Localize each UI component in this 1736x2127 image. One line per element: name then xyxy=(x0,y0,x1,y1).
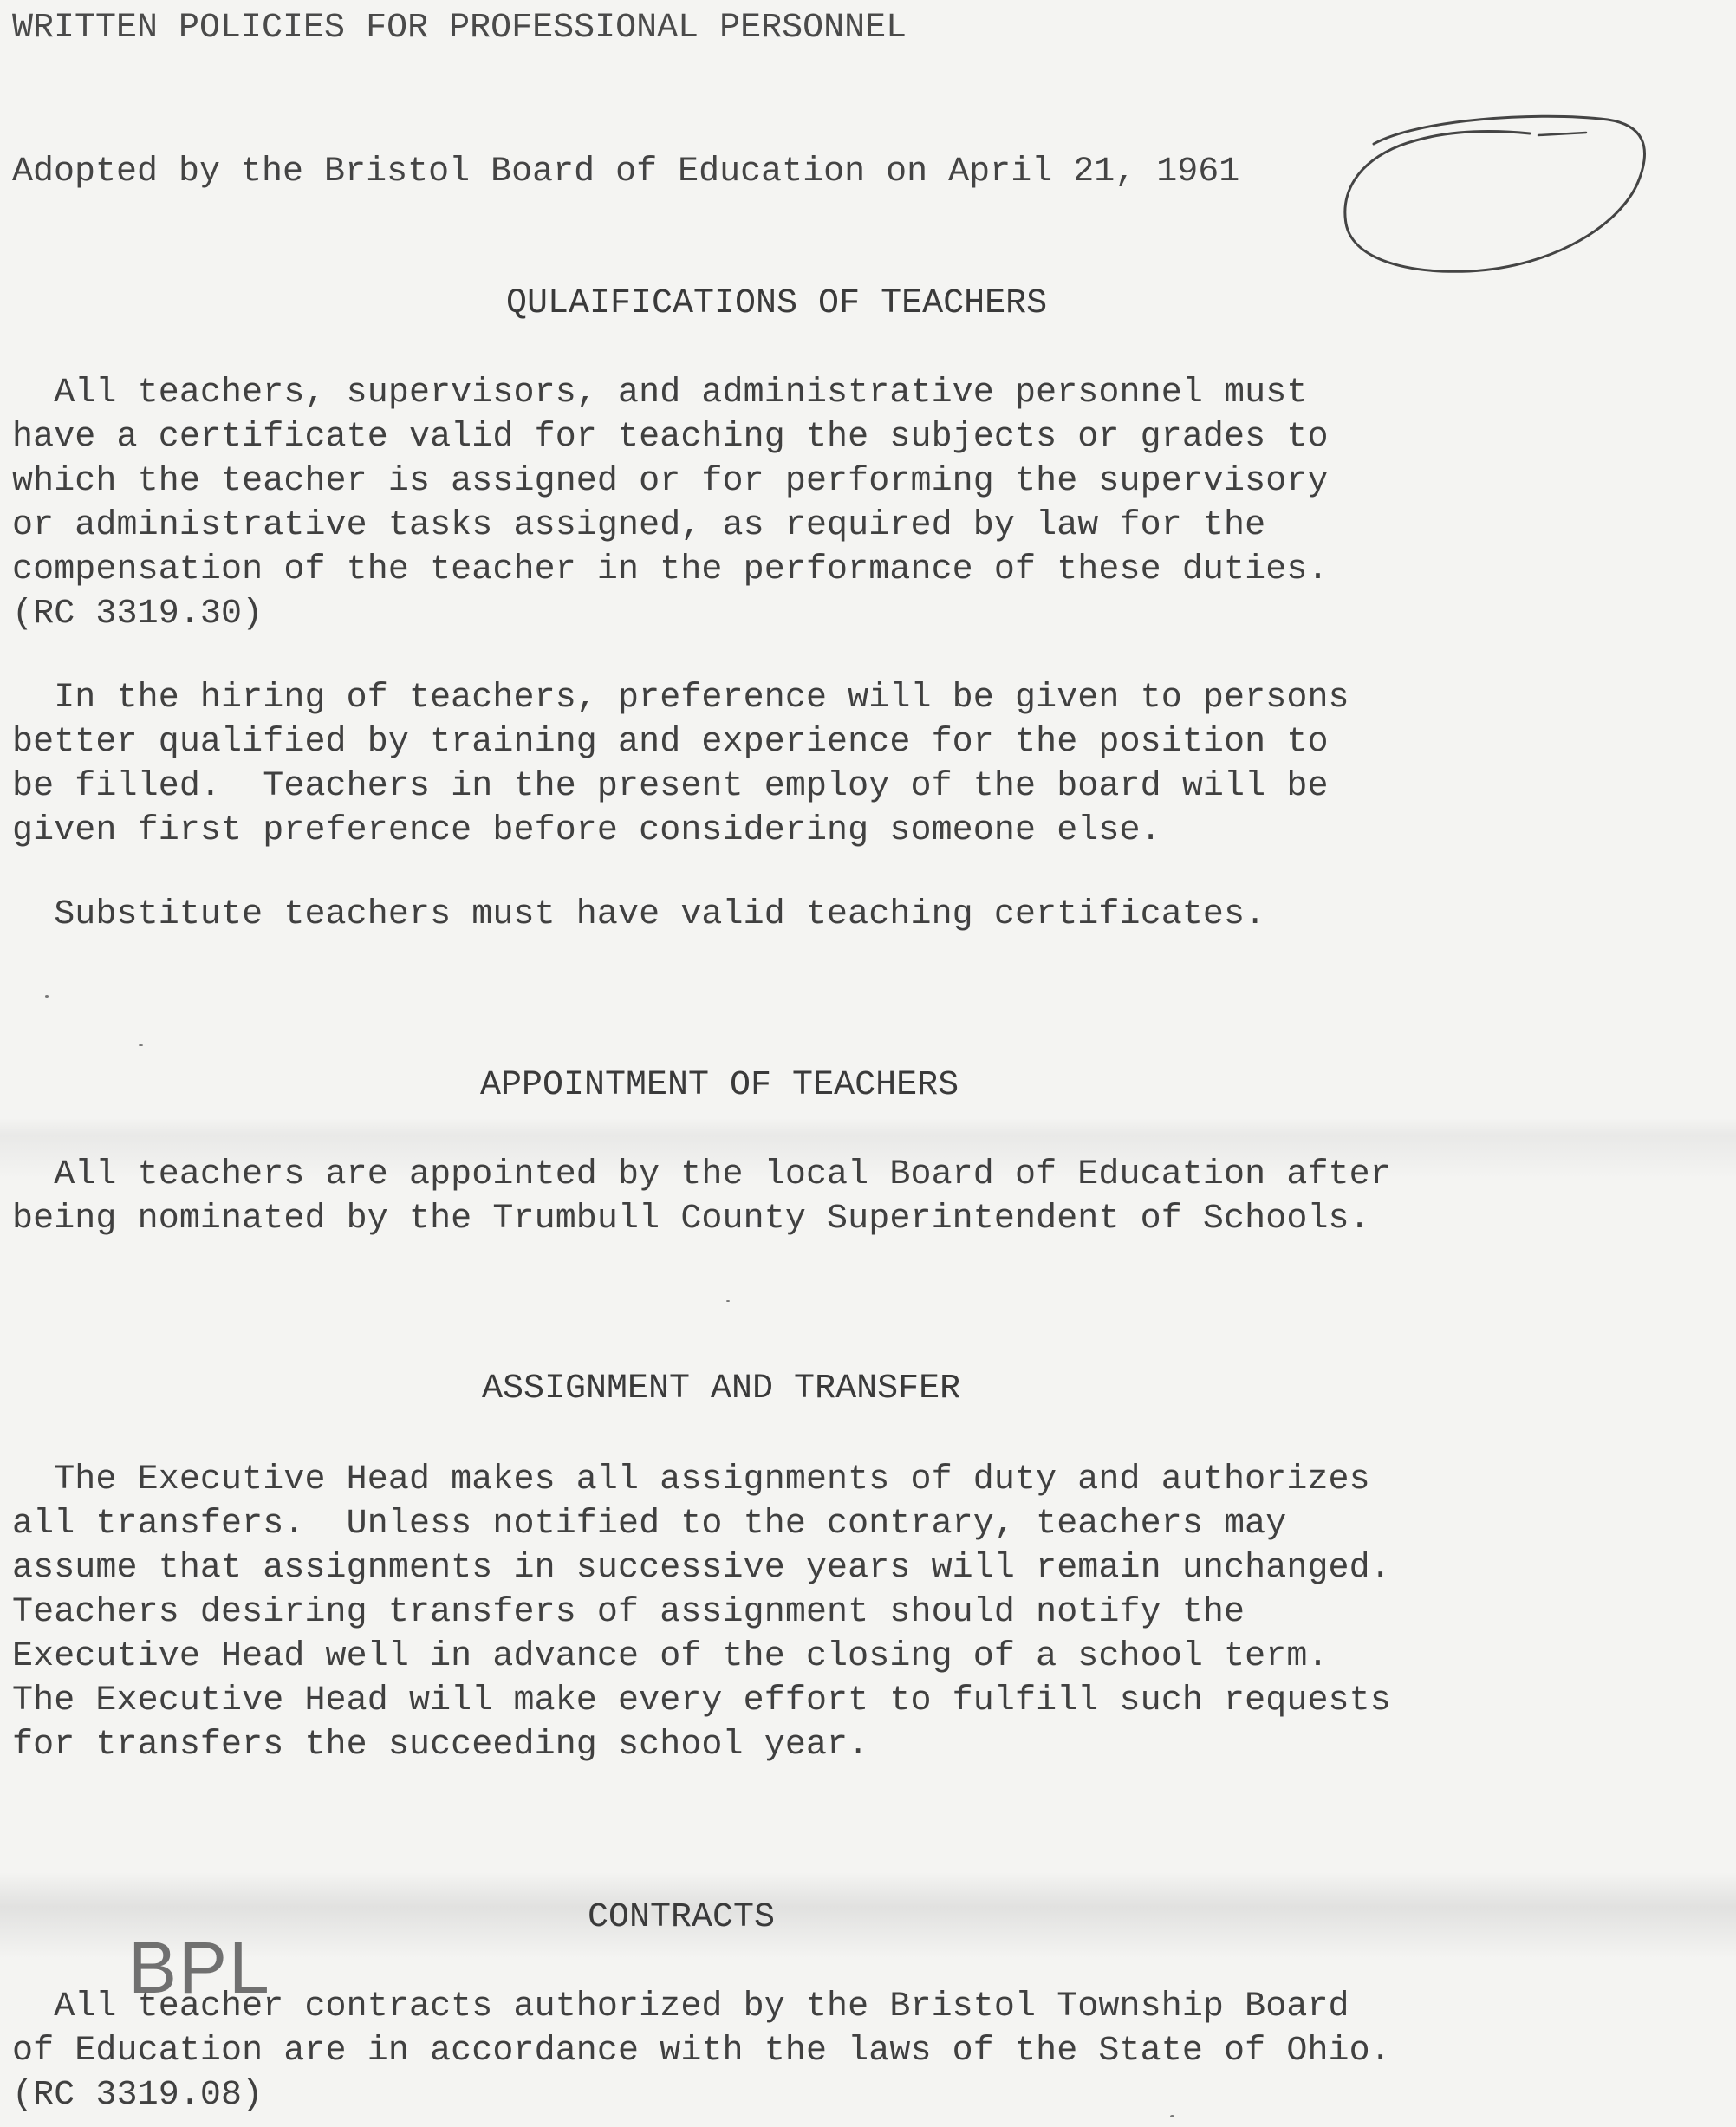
section-heading-assignment: ASSIGNMENT AND TRANSFER xyxy=(482,1369,961,1408)
handwritten-circle-mark xyxy=(1339,111,1651,284)
qualifications-paragraph-3: Substitute teachers must have valid teaching certificates. xyxy=(12,895,1266,934)
section-heading-contracts: CONTRACTS xyxy=(588,1898,776,1937)
bpl-watermark: BPL xyxy=(128,1927,271,2008)
appointment-paragraph: All teachers are appointed by the local Board of Education after being nominated by the Trumbull County Superintendent of Schools. xyxy=(12,1155,1391,1239)
assignment-paragraph: The Executive Head makes all assignments of duty and authorizes all transfers. Unless notified to the contrary, teachers may assume that assignments in successive years will remain unchanged. Teachers desiring transfers of assignment should notify the Executive Head well in advance of the closing of a school term. The Executive Head will make every effort to fulfill such requests for transfers the succeeding school year. xyxy=(12,1460,1391,1765)
paper-speck xyxy=(1170,2115,1174,2117)
section-heading-qualifications: QULAIFICATIONS OF TEACHERS xyxy=(506,284,1048,323)
paper-speck xyxy=(139,1044,143,1046)
qualifications-paragraph-1: All teachers, supervisors, and administrative personnel must have a certificate valid for teaching the subjects or grades to which the teacher is assigned or for performing the supervisory or administrative tasks assigned, as required by law for the compensation of the teacher in the performance of these duties. (RC 3319.30) xyxy=(12,374,1329,634)
qualifications-paragraph-2: In the hiring of teachers, preference will be given to persons better qualified by training and experience for the position to be filled. Teachers in the present employ of the board will be given first preference before considering someone else. xyxy=(12,679,1349,850)
contracts-paragraph: All teacher contracts authorized by the Bristol Township Board of Education are in accordance with the laws of the State of Ohio. (RC 3319.08) xyxy=(12,1987,1391,2115)
paper-speck xyxy=(726,1300,730,1302)
paper-speck xyxy=(45,995,49,998)
document-title: WRITTEN POLICIES FOR PROFESSIONAL PERSONNEL xyxy=(12,9,907,48)
section-heading-appointment: APPOINTMENT OF TEACHERS xyxy=(480,1066,959,1105)
adoption-line: Adopted by the Bristol Board of Education on April 21, 1961 xyxy=(12,153,1240,192)
